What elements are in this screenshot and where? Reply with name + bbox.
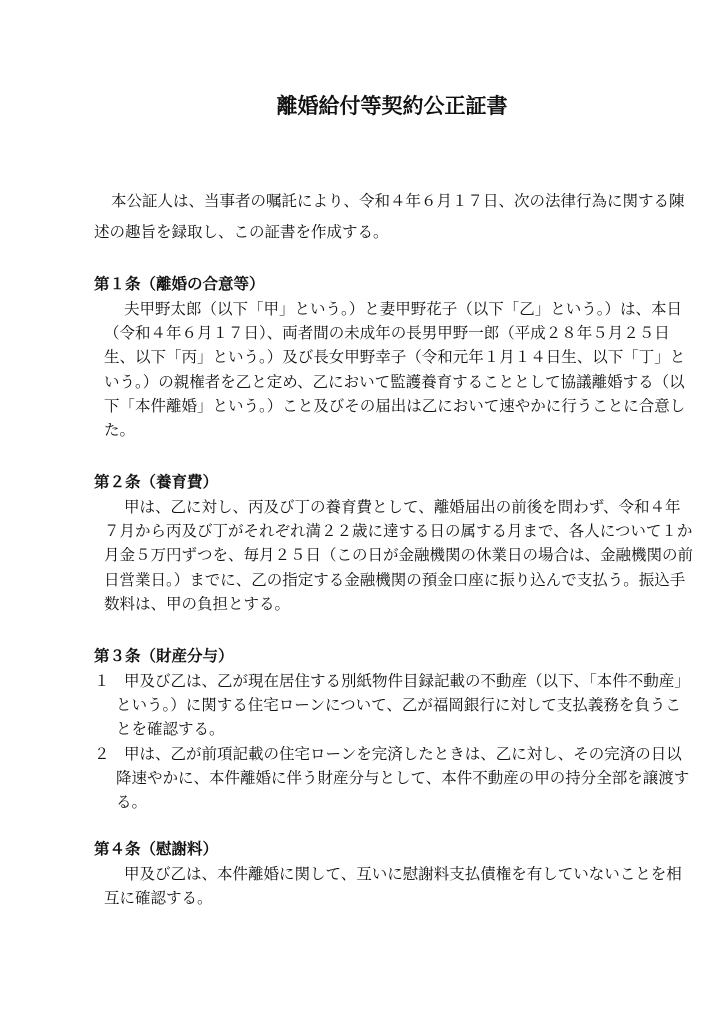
clause-number: １ (94, 672, 110, 690)
article-heading: 第２条（養育費） (94, 473, 219, 491)
article-body: 甲は、乙に対し、丙及び丁の養育費として、離婚届出の前後を問わず、令和４年７月から丙及び丁がそれぞれ満２２歳に達する日の属する月まで、各人について１か月金５万円ずつを、毎月２５日（この日が金融機関の休業日の場合は、金融機関の前日営業日。）までに、乙の指定する金融機関の預金口座に振り込んで支払う。振込手数料は、甲の負担とする。 (104, 498, 694, 613)
clause-1 (94, 669, 694, 742)
clause-number: ２ (94, 744, 110, 763)
article-3 (94, 643, 694, 814)
article-heading: 第４条（慰謝料） (94, 840, 219, 858)
clause-text: 甲及び乙は、乙が現在居住する別紙物件目録記載の不動産（以下、「本件不動産」という。）に関する住宅ローンについて、乙が福岡銀行に対して支払義務を負うことを確認する。 (116, 672, 690, 739)
article-body: 夫甲野太郎（以下「甲」という。）と妻甲野花子（以下「乙」という。）は、本日（令和４年６月１７日）、両者間の未成年の長男甲野一郎（平成２８年５月２５日生、以下「丙」という。）及び長女甲野幸子（令和元年１月１４日生、以下「丁」という。）の親権者を乙と定め、乙において監護養育することとして協議離婚する（以下「本件離婚」という。）こと及びその届出は乙において速やかに行うことに合意した。 (104, 300, 686, 440)
article-body: 甲及び乙は、本件離婚に関して、互いに慰謝料支払債権を有していないことを相互に確認する。 (104, 865, 682, 908)
clause-text: 甲は、乙が前項記載の住宅ローンを完済したときは、乙に対し、その完済の日以降速やかに、本件離婚に伴う財産分与として、本件不動産の甲の持分全部を譲渡する。 (116, 744, 690, 812)
article-1 (94, 271, 694, 442)
article-heading: 第１条（離婚の合意等） (94, 275, 265, 293)
document-title: 離婚給付等契約公正証書 (276, 94, 508, 118)
article-4 (94, 836, 694, 910)
article-heading: 第３条（財産分与） (94, 647, 234, 665)
article-2 (94, 469, 694, 616)
clause-2 (94, 742, 694, 815)
intro-paragraph: 本公証人は、当事者の嘱託により、令和４年６月１７日、次の法律行為に関する陳述の趣旨を録取し、この証書を作成する。 (94, 192, 685, 241)
